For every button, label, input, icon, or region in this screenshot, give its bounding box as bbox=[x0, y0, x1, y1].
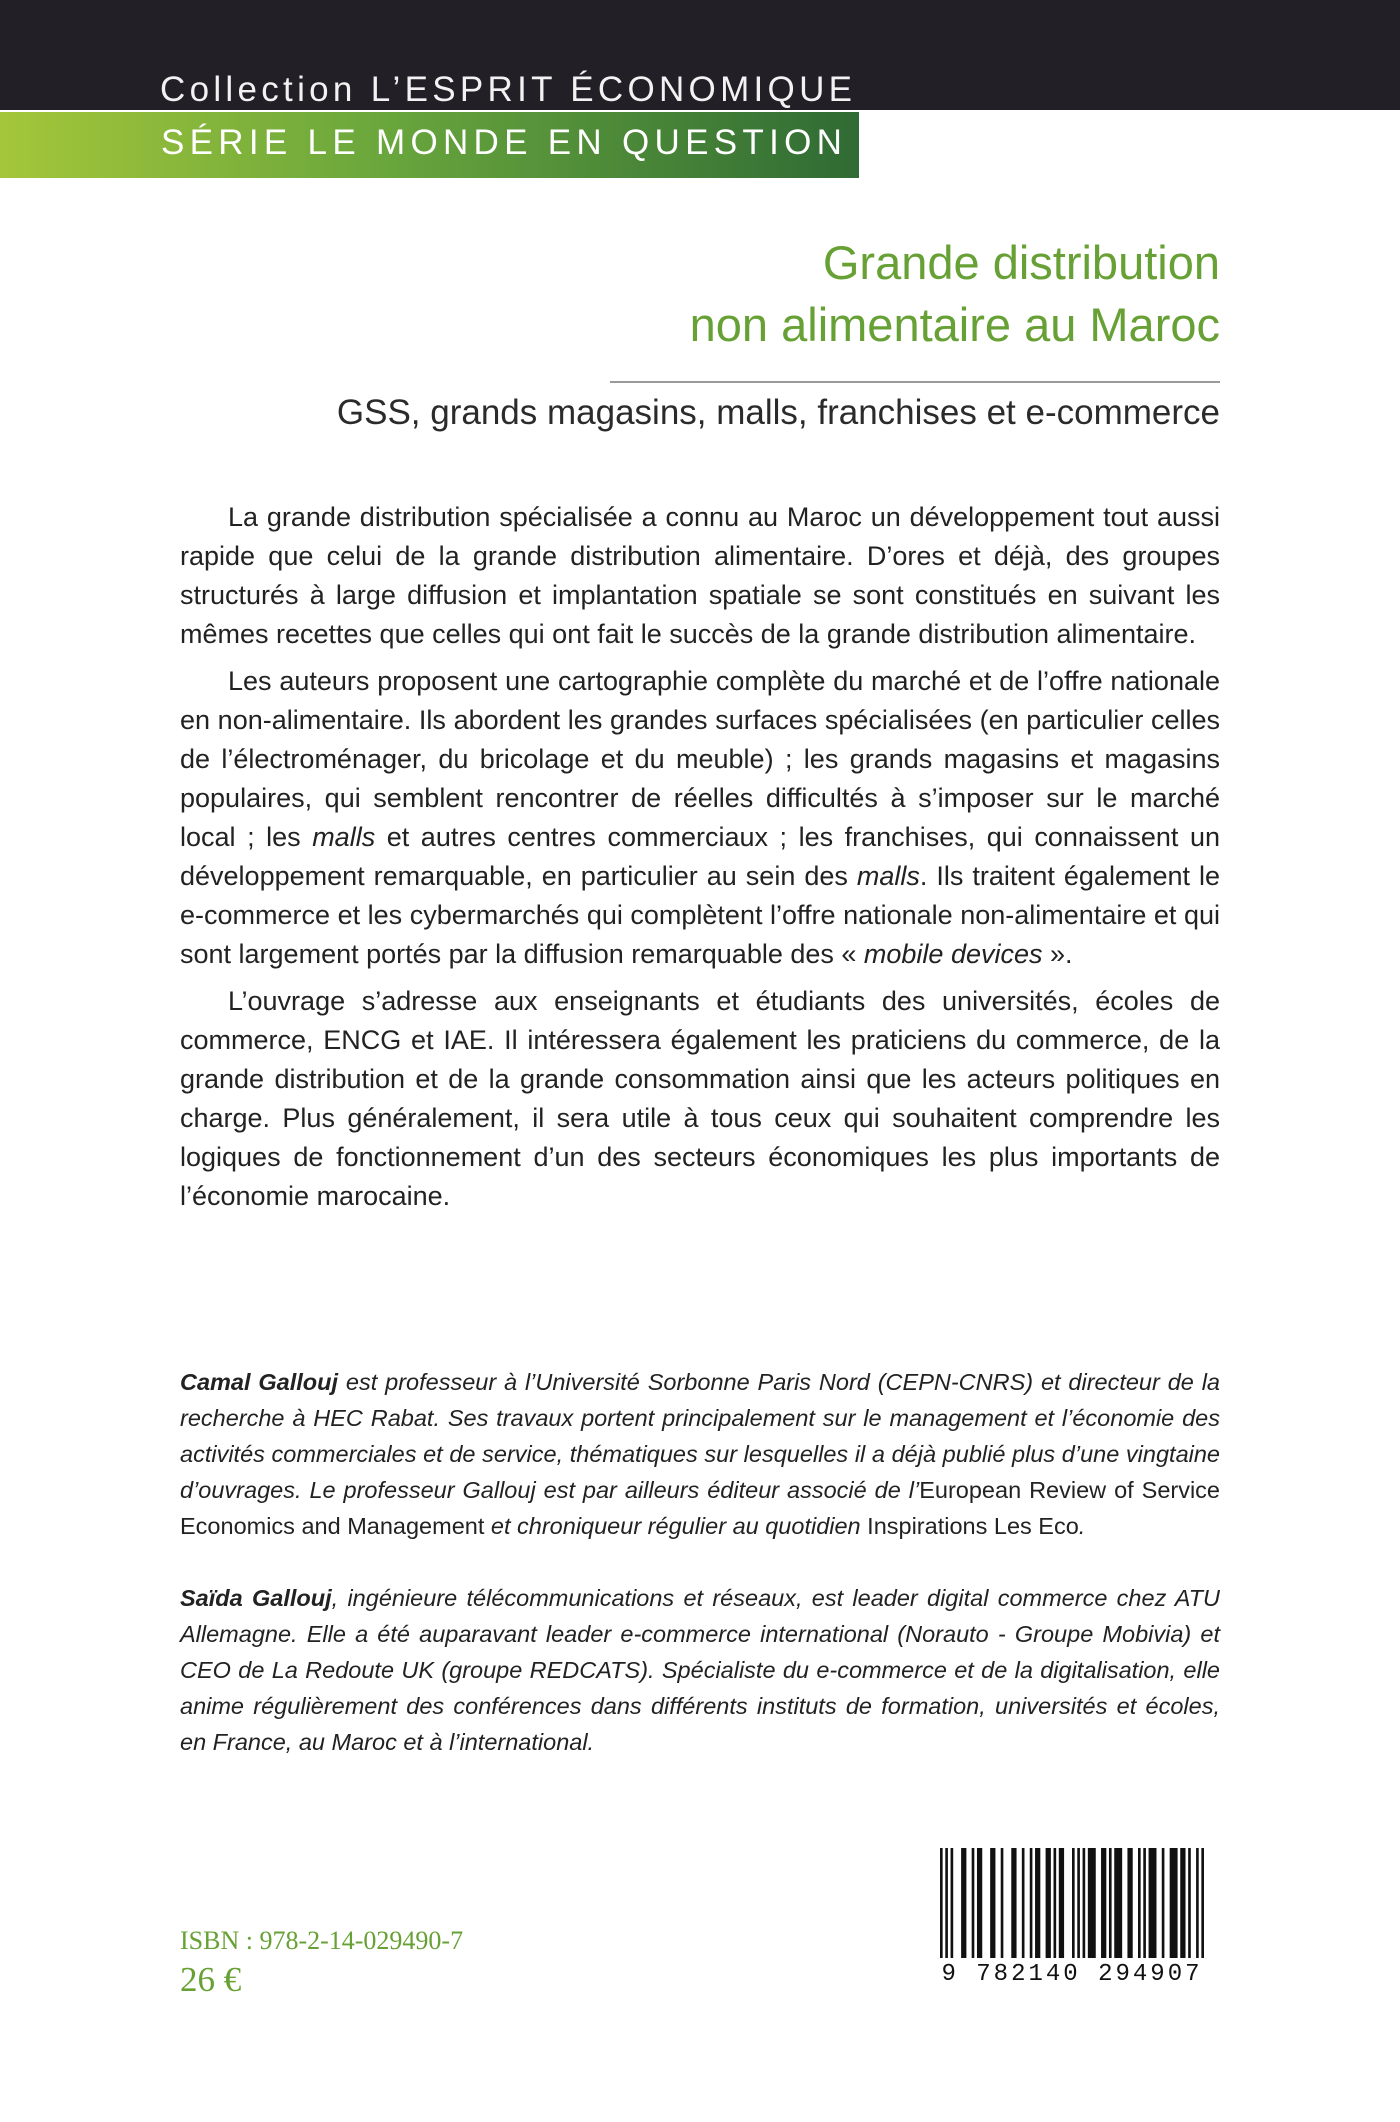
barcode-bar bbox=[951, 1848, 954, 1958]
barcode-bar bbox=[1046, 1848, 1051, 1958]
description-paragraph-1: La grande distribution spécialisée a connu au Maroc un développement tout aussi rapide que celui de la grande distribution alimentaire. D’ores et déjà, des groupes structurés à large diffusion et implantation spatiale se sont constitués en suivant les mêmes recettes que celles qui ont fait le succès de la grande distribution alimentaire. bbox=[180, 502, 1220, 649]
barcode-bar bbox=[1054, 1848, 1057, 1958]
barcode-bar bbox=[1035, 1848, 1040, 1958]
barcode-bar bbox=[945, 1848, 948, 1958]
barcode-bar bbox=[1077, 1848, 1080, 1958]
barcode-bar bbox=[1030, 1848, 1033, 1958]
barcode-bar bbox=[972, 1848, 975, 1958]
barcode-bar bbox=[1143, 1848, 1146, 1958]
book-title bbox=[690, 232, 1220, 356]
book-title-line-2: non alimentaire au Maroc bbox=[689, 298, 1220, 351]
barcode-bar bbox=[1011, 1848, 1016, 1958]
description-paragraph-2 bbox=[180, 662, 1220, 974]
text-run: . bbox=[1078, 1513, 1086, 1539]
barcode-bar bbox=[1188, 1848, 1191, 1958]
barcode-bar bbox=[1059, 1848, 1064, 1958]
italic-term: malls bbox=[856, 861, 920, 891]
barcode-bar bbox=[1149, 1848, 1157, 1958]
book-description bbox=[180, 498, 1220, 1224]
barcode-bar bbox=[990, 1848, 995, 1958]
barcode-bar bbox=[961, 1848, 966, 1958]
collection-name: Collection L’ESPRIT ÉCONOMIQUE bbox=[160, 70, 857, 109]
barcode-bar bbox=[1072, 1848, 1075, 1958]
barcode-bar bbox=[1001, 1848, 1004, 1958]
text-run: et chroniqueur régulier au quotidien bbox=[484, 1513, 868, 1539]
italic-term: mobile devices bbox=[863, 939, 1043, 969]
barcode-bar bbox=[1022, 1848, 1025, 1958]
price: 26 € bbox=[180, 1960, 242, 1999]
barcode-digits: 9 782140 294907 bbox=[932, 1960, 1212, 1990]
barcode-bar bbox=[1180, 1848, 1185, 1958]
barcode-bar bbox=[1127, 1848, 1132, 1958]
author-bio-2 bbox=[180, 1580, 1220, 1760]
text-run: ». bbox=[1042, 939, 1073, 969]
barcode-bar bbox=[1109, 1848, 1112, 1958]
italic-term: malls bbox=[312, 822, 376, 852]
text-run: et autres centres commerciaux ; les franchises, qui connaissent un développement remarquable, en particulier au sein des bbox=[180, 822, 1220, 891]
text-run: Les auteurs proposent une cartographie complète du marché et de l’offre nationale en non-alimentaire. Ils abordent les grandes surfaces spécialisées (en particulier celles de l’électroménager, du bricolage et du meuble) ; les grands magasins et magasins populaires, qui semblent rencontrer de réelles difficultés à s’imposer sur le marché local ; les bbox=[180, 666, 1220, 852]
barcode-bar bbox=[1201, 1848, 1204, 1958]
newspaper-name: Inspirations Les Eco bbox=[867, 1513, 1079, 1539]
journal-name: European Review of Service Economics and Management bbox=[180, 1477, 1221, 1539]
barcode-bar bbox=[1170, 1848, 1178, 1958]
title-divider bbox=[610, 381, 1220, 383]
author-name: Saïda Gallouj bbox=[180, 1585, 332, 1611]
barcode-bar bbox=[1088, 1848, 1096, 1958]
barcode-bar bbox=[1114, 1848, 1122, 1958]
barcode-bar bbox=[1162, 1848, 1165, 1958]
barcode-bar bbox=[940, 1848, 943, 1958]
barcode-bar bbox=[977, 1848, 982, 1958]
author-name: Camal Gallouj bbox=[180, 1369, 339, 1395]
author-bios bbox=[180, 1364, 1220, 1796]
barcode-bar bbox=[1138, 1848, 1141, 1958]
barcode-bar bbox=[1101, 1848, 1106, 1958]
author-bio-1 bbox=[180, 1364, 1220, 1544]
book-subtitle: GSS, grands magasins, malls, franchises et e-commerce bbox=[336, 393, 1220, 432]
series-name: SÉRIE LE MONDE EN QUESTION bbox=[161, 123, 848, 162]
text-run: est professeur à l’Université Sorbonne Paris Nord (CEPN-CNRS) et directeur de la recherche à HEC Rabat. Ses travaux portent principalement sur le management et l’économie des activités commerciales et de service, thématiques sur lesquelles il a déjà publié plus d’une vingtaine d’ouvrages. Le professeur Gallouj est par ailleurs éditeur associé de l’ bbox=[180, 1369, 1220, 1503]
barcode-bar bbox=[1196, 1848, 1199, 1958]
barcode-bar bbox=[1083, 1848, 1086, 1958]
text-run: . Ils traitent également le e-commerce et les cybermarchés qui complètent l’offre nationale non-alimentaire et qui sont largement portés par la diffusion remarquable des « bbox=[180, 861, 1220, 969]
description-paragraph-3: L’ouvrage s’adresse aux enseignants et étudiants des universités, écoles de commerce, ENCG et IAE. Il intéressera également les praticiens du commerce, de la grande distribution et de la grande consommation ainsi que les acteurs politiques en charge. Plus généralement, il sera utile à tous ceux qui souhaitent comprendre les logiques de fonctionnement d’un des secteurs économiques les plus importants de l’économie marocaine. bbox=[180, 986, 1220, 1211]
book-title-line-1: Grande distribution bbox=[822, 236, 1220, 289]
text-run: , ingénieure télécommunications et réseaux, est leader digital commerce chez ATU Allemagne. Elle a été auparavant leader e-commerce international (Norauto - Groupe Mobivia) et CEO de La Redoute UK (groupe REDCATS). Spécialiste du e-commerce et de la digitalisation, elle anime régulièrement des conférences dans différents instituts de formation, universités et écoles, en France, au Maroc et à l’international. bbox=[180, 1585, 1220, 1755]
isbn: ISBN : 978-2-14-029490-7 bbox=[180, 1926, 464, 1955]
